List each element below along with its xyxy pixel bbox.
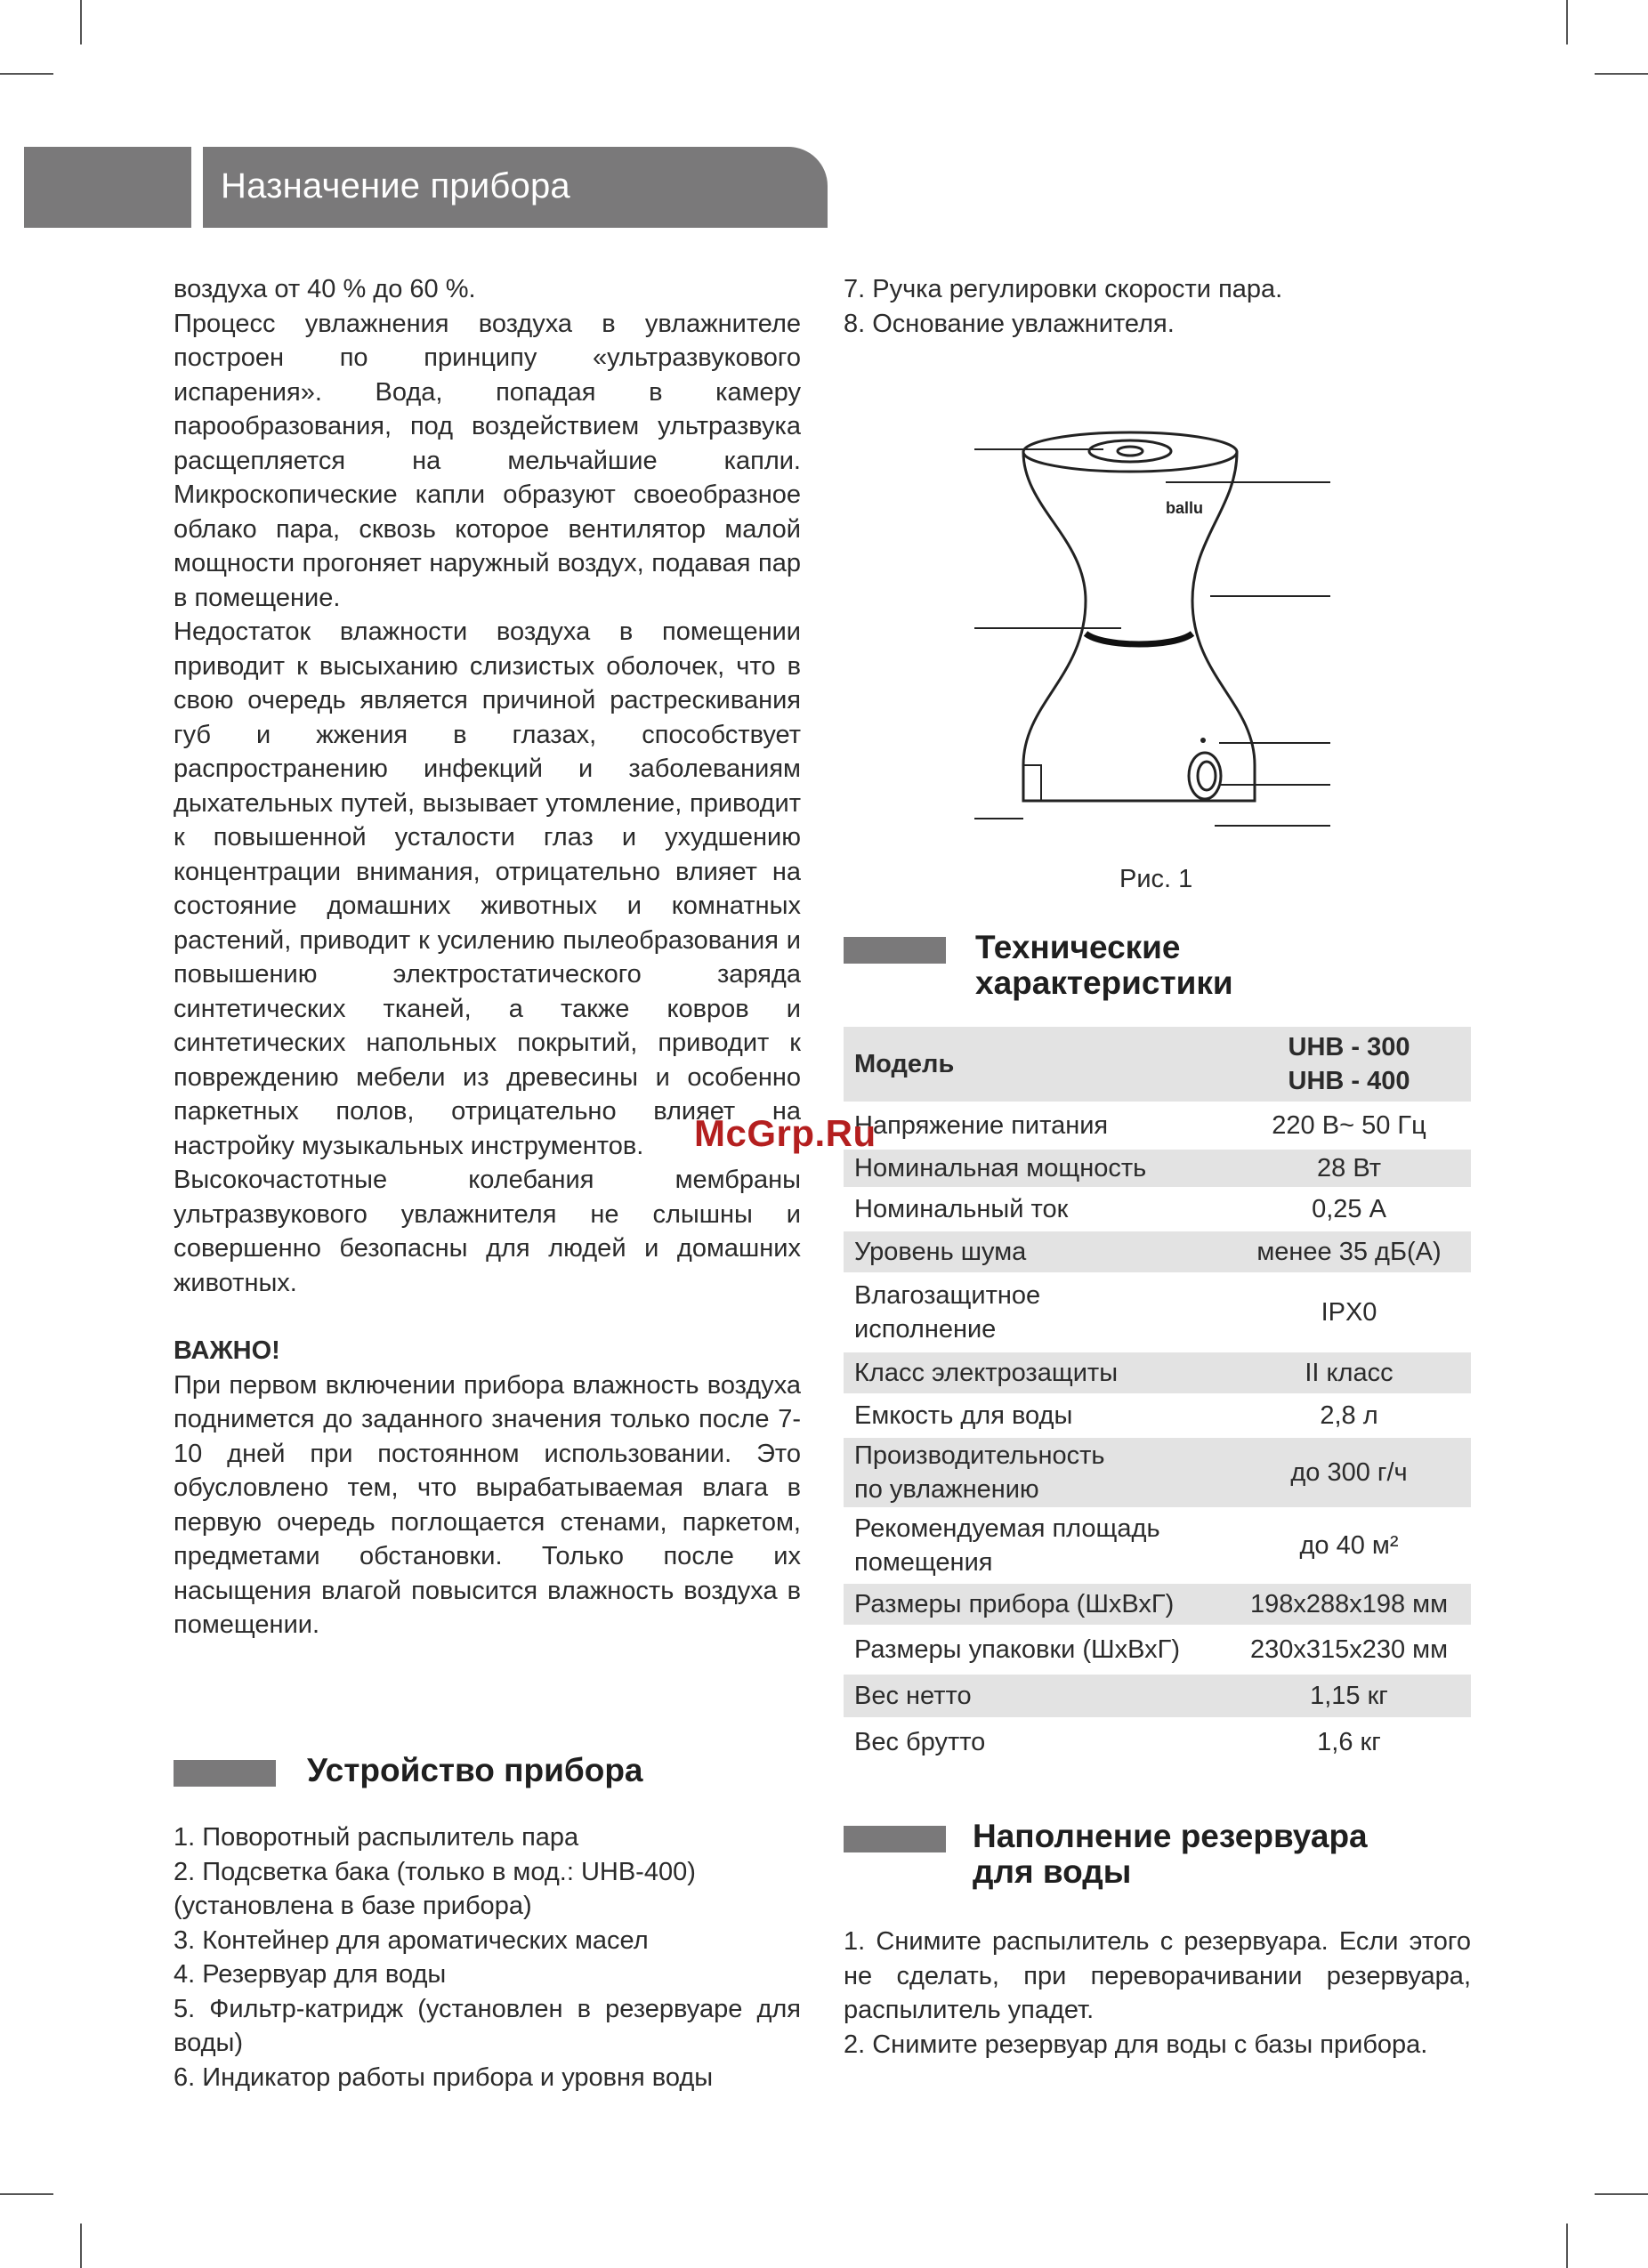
table-row: Размеры прибора (ШхВхГ) 198х288х198 мм xyxy=(844,1582,1471,1626)
fill-title-line1: Наполнение резервуара xyxy=(973,1818,1368,1854)
header-bar xyxy=(203,147,828,228)
step: 1. Снимите распылитель с резервуара. Если этого не сделать, при переворачивании резервуара, распылитель упадет. xyxy=(844,1927,1471,2024)
header-block xyxy=(24,147,191,228)
header-value: UHB - 300 UHB - 400 xyxy=(1227,1027,1471,1103)
list-item: 2. Подсветка бака (только в мод.: UHB-400) xyxy=(174,1857,696,1886)
watermark: McGrp.Ru xyxy=(694,1112,877,1154)
table-row: Уровень шума менее 35 дБ(А) xyxy=(844,1230,1471,1274)
list-item: 6. Индикатор работы прибора и уровня воды xyxy=(174,2062,714,2092)
spray-nozzle-hole xyxy=(1118,447,1143,456)
important-label: ВАЖНО! xyxy=(174,1336,280,1365)
section-bar xyxy=(844,937,946,964)
specs-title-line2: характеристики xyxy=(975,965,1233,1001)
specs-title-line1: Технические xyxy=(975,929,1181,965)
table-row: Рекомендуемая площадь помещения до 40 м² xyxy=(844,1509,1471,1582)
fill-title-line2: для воды xyxy=(973,1853,1132,1890)
crop-mark xyxy=(1595,73,1648,75)
crop-mark xyxy=(80,0,82,44)
list-item: 3. Контейнер для ароматических масел xyxy=(174,1925,649,1955)
list-item: (установлена в базе прибора) xyxy=(174,1892,532,1920)
crop-mark xyxy=(1566,0,1568,44)
specs-section-heading xyxy=(844,930,1471,1010)
header-label: Модель xyxy=(844,1027,1227,1103)
paragraph: Процесс увлажнения воздуха в увлажнителе построен по принципу «ультразвукового испарения». Вода, попадая в камеру парообразования, под воздействием ультразвука расщепляется на мельчайшие капли. Микроскопические капли образуют своеобразное облако пара, сквозь которое вентилятор малой мощности прогоняет наружный воздух, подавая пар в помещение. xyxy=(174,309,801,612)
page-title: Назначение прибора xyxy=(221,166,570,206)
device-section-title: Устройство прибора xyxy=(307,1752,643,1788)
crop-mark xyxy=(0,2193,53,2195)
brand-logo: ballu xyxy=(1166,499,1204,517)
table-row: Напряжение питания 220 В~ 50 Гц xyxy=(844,1103,1471,1148)
table-row: Вес брутто 1,6 кг xyxy=(844,1719,1471,1765)
table-header-row xyxy=(844,1027,1471,1103)
section-bar xyxy=(174,1760,276,1787)
step: 2. Снимите резервуар для воды с базы прибора. xyxy=(844,2030,1428,2059)
paragraph: Недостаток влажности воздуха в помещении приводит к высыханию слизистых оболочек, что в свою очередь является причиной растрескивания губ и жжения в глазах, способствует распространению инфекций и заболеваниям дыхательных путей, вызывает утомление, приводит к повышенной усталости глаз и ухудшению концентрации внимания, отрицательно влияет на состояние домашних животных и комнатных растений, приводит к усилению пылеобразования и повышению электростатического заряда синтетических тканей, а также ковров и синтетических напольных покрытий, приводит к повреждению мебели из древесины и особенно паркетных полов, отрицательно влияет на настройку музыкальных инструментов. xyxy=(174,617,801,1160)
paragraph: Высокочастотные колебания мембраны ультразвукового увлажнителя не слышны и совершенно безопасны для людей и домашних животных. xyxy=(174,1166,801,1297)
section-bar xyxy=(844,1826,946,1852)
right-list xyxy=(844,272,1471,341)
table-row: Номинальная мощность 28 Вт xyxy=(844,1148,1471,1189)
left-column xyxy=(174,272,801,1642)
humidifier-body xyxy=(1023,440,1255,802)
table-row: Класс электрозащиты II класс xyxy=(844,1351,1471,1395)
indicator-light xyxy=(1200,738,1206,743)
specs-table xyxy=(844,1027,1471,1767)
crop-mark xyxy=(1566,2224,1568,2268)
table-row: Производительность по увлажнению до 300 г/ч xyxy=(844,1436,1471,1509)
list-item: 4. Резервуар для воды xyxy=(174,1960,447,1989)
crop-mark xyxy=(0,73,53,75)
intro-text: воздуха от 40 % до 60 %. xyxy=(174,275,476,303)
list-item: 1. Поворотный распылитель пара xyxy=(174,1823,579,1852)
fill-steps xyxy=(844,1925,1471,2062)
table-row: Влагозащитное исполнение IPX0 xyxy=(844,1274,1471,1351)
humidifier-figure xyxy=(970,409,1344,845)
table-row: Вес нетто 1,15 кг xyxy=(844,1673,1471,1719)
list-item: 7. Ручка регулировки скорости пара. xyxy=(844,275,1283,303)
crop-mark xyxy=(1595,2193,1648,2195)
table-row: Размеры упаковки (ШхВхГ) 230х315х230 мм xyxy=(844,1626,1471,1673)
device-list xyxy=(174,1820,801,2094)
important-text: При первом включении прибора влажность воздуха поднимется до заданного значения только после 7-10 дней при постоянном использовании. Это обусловлено тем, что вырабатываемая влага в первую очередь поглощается стенами, паркетом, предметами обстановки. Только после их насыщения влагой повысится влажность воздуха в помещении. xyxy=(174,1370,801,1639)
figure-caption: Рис. 1 xyxy=(1119,865,1193,893)
table-row: Номинальный ток 0,25 А xyxy=(844,1189,1471,1230)
table-row: Емкость для воды 2,8 л xyxy=(844,1395,1471,1436)
list-item: 5. Фильтр-катридж (установлен в резервуаре для воды) xyxy=(174,1994,801,2057)
crop-mark xyxy=(80,2224,82,2268)
device-section-heading xyxy=(174,1753,796,1797)
list-item: 8. Основание увлажнителя. xyxy=(844,309,1175,338)
fill-section-heading xyxy=(844,1819,1471,1899)
